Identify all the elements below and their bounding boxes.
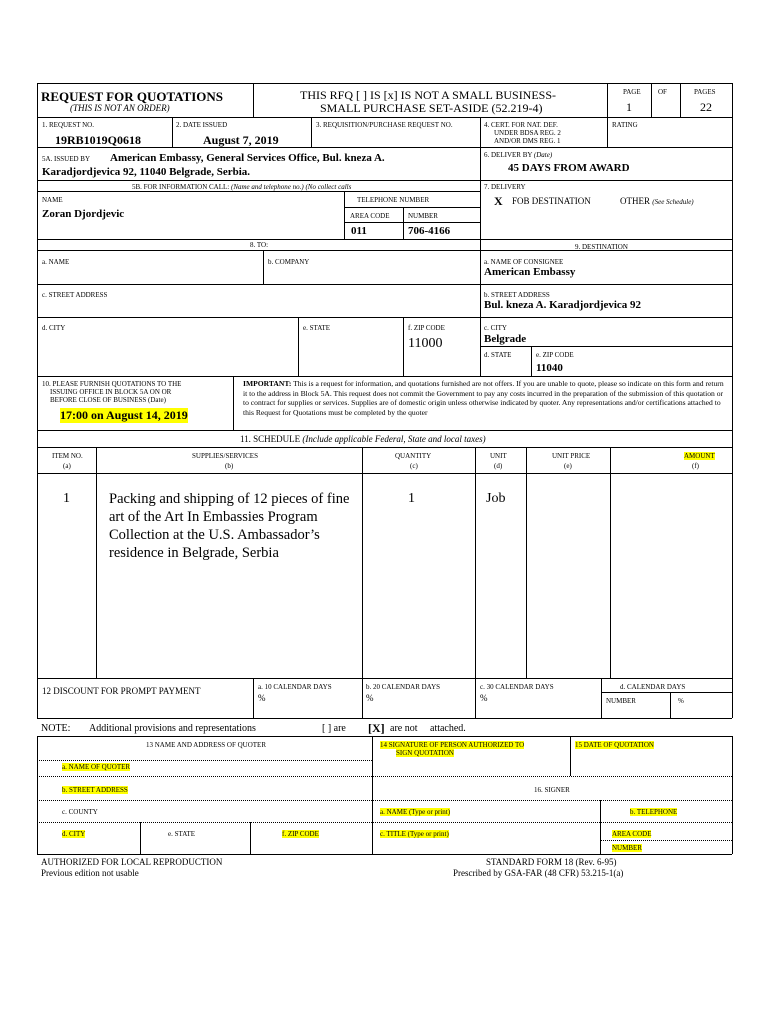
dest-city: Belgrade — [484, 333, 527, 345]
quotation-deadline: 17:00 on August 14, 2019 — [60, 408, 188, 422]
furnish-label-2: ISSUING OFFICE IN BLOCK 5A ON OR — [50, 388, 172, 396]
col-quantity: QUANTITY — [395, 452, 432, 460]
footer-reproduction: AUTHORIZED FOR LOCAL REPRODUCTION — [41, 857, 223, 867]
furnish-label-1: 10. PLEASE FURNISH QUOTATIONS TO THE — [42, 380, 182, 388]
important-text: This is a request for information, and quotations furnished are not offers. If you are unable to quote, please so indicate on this form and return it to the address in Block 5A. This request does not commit the Government to pay any costs incurred in the preparation of the submission of this quotation or to contract for supplies or services. Supplies are of domestic origin unless otherwise indicated by quoter. Any representations and/or certifications attached to this Request for Quotations must be completed by the quoter — [243, 379, 724, 417]
note-text: Additional provisions and representations — [89, 723, 256, 734]
area-code-label: AREA CODE — [350, 212, 390, 220]
note-attached: attached. — [430, 723, 466, 734]
schedule-title: 11. SCHEDULE (Include applicable Federal, State and local taxes) — [240, 434, 486, 444]
item-quantity: 1 — [408, 491, 415, 506]
signature-label-1: 14 SIGNATURE OF PERSON AUTHORIZED TO — [380, 741, 525, 749]
signer-name-label[interactable]: a. NAME (Type or print) — [380, 808, 451, 816]
dest-state-label: d. STATE — [484, 351, 512, 359]
date-issued: August 7, 2019 — [203, 133, 279, 147]
deliver-by-label: 6. DELIVER BY (Date) — [484, 151, 553, 159]
delivery-other: OTHER (See Schedule) — [620, 196, 694, 206]
quoter-section-label: 13 NAME AND ADDRESS OF QUOTER — [146, 741, 266, 749]
quoter-county-label: c. COUNTY — [62, 808, 98, 816]
col-unit-price-sub: (e) — [564, 462, 572, 470]
quoter-street-label[interactable]: b. STREET ADDRESS — [62, 786, 128, 794]
discount-30-pct: % — [480, 693, 488, 703]
contact-name-label: NAME — [42, 196, 63, 204]
dest-street-label: b. STREET ADDRESS — [484, 291, 550, 299]
issued-by-label: 5A. ISSUED BY — [42, 155, 91, 163]
to-city-label: d. CITY — [42, 324, 66, 332]
info-call-label: 5B. FOR INFORMATION CALL: (Name and telephone no.) (No collect calls — [132, 183, 352, 191]
to-zip: 11000 — [408, 336, 443, 351]
pages-label: PAGES — [694, 88, 716, 96]
col-amount: AMOUNT — [684, 452, 715, 460]
col-supplies-sub: (b) — [225, 462, 234, 470]
discount-20-pct: % — [366, 693, 374, 703]
page-number: 1 — [626, 100, 632, 114]
contact-name: Zoran Djordjevic — [42, 208, 125, 220]
rfq-setaside-line1: THIS RFQ [ ] IS [x] IS NOT A SMALL BUSINESS- — [300, 88, 557, 102]
to-name-label: a. NAME — [42, 258, 70, 266]
to-label: 8. TO: — [250, 241, 269, 249]
item-number: 1 — [63, 491, 70, 506]
quoter-city-label[interactable]: d. CITY — [62, 830, 86, 838]
signer-label: 16. SIGNER — [534, 786, 570, 794]
discount-20-days: b. 20 CALENDAR DAYS — [366, 683, 441, 691]
requisition-label: 3. REQUISITION/PURCHASE REQUEST NO. — [316, 121, 453, 129]
discount-calendar-days: d. CALENDAR DAYS — [620, 683, 686, 691]
dest-city-label: c. CITY — [484, 324, 507, 332]
fob-x-mark: X — [494, 194, 503, 208]
to-zip-label: f. ZIP CODE — [408, 324, 445, 332]
col-item-no: ITEM NO. — [52, 452, 83, 460]
fob-destination: FOB DESTINATION — [512, 196, 591, 206]
delivery-label: 7. DELIVERY — [484, 183, 526, 191]
of-label: OF — [658, 88, 667, 96]
form-subtitle: (THIS IS NOT AN ORDER) — [70, 103, 170, 113]
issued-by-line2: Karadjordjevica 92, 11040 Belgrade, Serbia. — [42, 166, 251, 178]
furnish-label-3: BEFORE CLOSE OF BUSINESS (Date) — [50, 396, 166, 404]
to-street-label: c. STREET ADDRESS — [42, 291, 108, 299]
form-title: REQUEST FOR QUOTATIONS — [41, 89, 224, 104]
col-item-no-sub: (a) — [63, 462, 71, 470]
phone-number: 706-4166 — [408, 225, 451, 237]
page-label: PAGE — [623, 88, 641, 96]
footer-form-number: STANDARD FORM 18 (Rev. 6-95) — [486, 857, 617, 867]
item-description: Packing and shipping of 12 pieces of fine art of the Art In Embassies Program Collection at the U.S. Ambassador’s residence in Belgrade, Serbia — [109, 491, 350, 561]
col-quantity-sub: (c) — [410, 462, 418, 470]
request-no-label: 1. REQUEST NO. — [42, 121, 94, 129]
footer-previous-edition: Previous edition not usable — [41, 868, 139, 878]
col-amount-sub: (f) — [692, 462, 699, 470]
discount-30-days: c. 30 CALENDAR DAYS — [480, 683, 554, 691]
date-issued-label: 2. DATE ISSUED — [176, 121, 228, 129]
quotation-date-label: 15 DATE OF QUOTATION — [575, 741, 654, 749]
important-label: IMPORTANT: — [243, 379, 292, 388]
quoter-name-label[interactable]: a. NAME OF QUOTER — [62, 763, 131, 771]
dest-zip-label: e. ZIP CODE — [536, 351, 574, 359]
discount-number-label: NUMBER — [606, 697, 636, 705]
dest-street: Bul. kneza A. Karadjordjevica 92 — [484, 299, 642, 311]
note-are-not-checkbox[interactable]: [X] — [368, 721, 385, 735]
discount-label: 12 DISCOUNT FOR PROMPT PAYMENT — [42, 686, 201, 696]
footer-prescribed-by: Prescribed by GSA-FAR (48 CFR) 53.215-1(a) — [453, 868, 624, 878]
signer-area-code-label[interactable]: AREA CODE — [612, 830, 652, 838]
to-company-label: b. COMPANY — [268, 258, 310, 266]
signer-telephone-label[interactable]: b. TELEPHONE — [630, 808, 678, 816]
note-are-not: are not — [390, 723, 418, 734]
col-unit: UNIT — [490, 452, 507, 460]
deliver-by-value: 45 DAYS FROM AWARD — [508, 162, 630, 174]
note-are-checkbox[interactable]: [ ] are — [322, 723, 346, 734]
total-pages: 22 — [700, 100, 712, 114]
col-unit-sub: (d) — [494, 462, 503, 470]
consignee-name: American Embassy — [484, 266, 576, 278]
request-no: 19RB1019Q0618 — [55, 133, 142, 147]
issued-by-line1: American Embassy, General Services Office, Bul. kneza A. — [110, 152, 385, 164]
destination-label: 9. DESTINATION — [575, 243, 628, 251]
to-state-label: e. STATE — [303, 324, 331, 332]
consignee-label: a. NAME OF CONSIGNEE — [484, 258, 564, 266]
cert-label-3: AND/OR DMS REG. 1 — [494, 137, 561, 145]
area-code: 011 — [351, 225, 367, 237]
important-notice — [243, 379, 727, 417]
quoter-zip-label[interactable]: f. ZIP CODE — [282, 830, 319, 838]
item-unit: Job — [486, 491, 506, 506]
dest-zip: 11040 — [536, 362, 563, 374]
cert-label-2: UNDER BDSA REG. 2 — [494, 129, 561, 137]
signer-number-label[interactable]: NUMBER — [612, 844, 642, 852]
discount-10-pct: % — [258, 693, 266, 703]
telephone-label: TELEPHONE NUMBER — [357, 196, 430, 204]
number-label: NUMBER — [408, 212, 438, 220]
discount-10-days: a. 10 CALENDAR DAYS — [258, 683, 332, 691]
quoter-state-label: e. STATE — [168, 830, 196, 838]
col-unit-price: UNIT PRICE — [552, 452, 591, 460]
signer-title-label[interactable]: c. TITLE (Type or print) — [380, 830, 449, 838]
note-label: NOTE: — [41, 723, 71, 734]
rfq-setaside-line2: SMALL PURCHASE SET-ASIDE (52.219-4) — [320, 101, 543, 115]
cert-label-1: 4. CERT. FOR NAT. DEF. — [484, 121, 558, 129]
rating-label: RATING — [612, 121, 638, 129]
col-supplies: SUPPLIES/SERVICES — [192, 452, 258, 460]
discount-d-pct: % — [678, 697, 684, 705]
signature-label-2: SIGN QUOTATION — [396, 749, 454, 757]
